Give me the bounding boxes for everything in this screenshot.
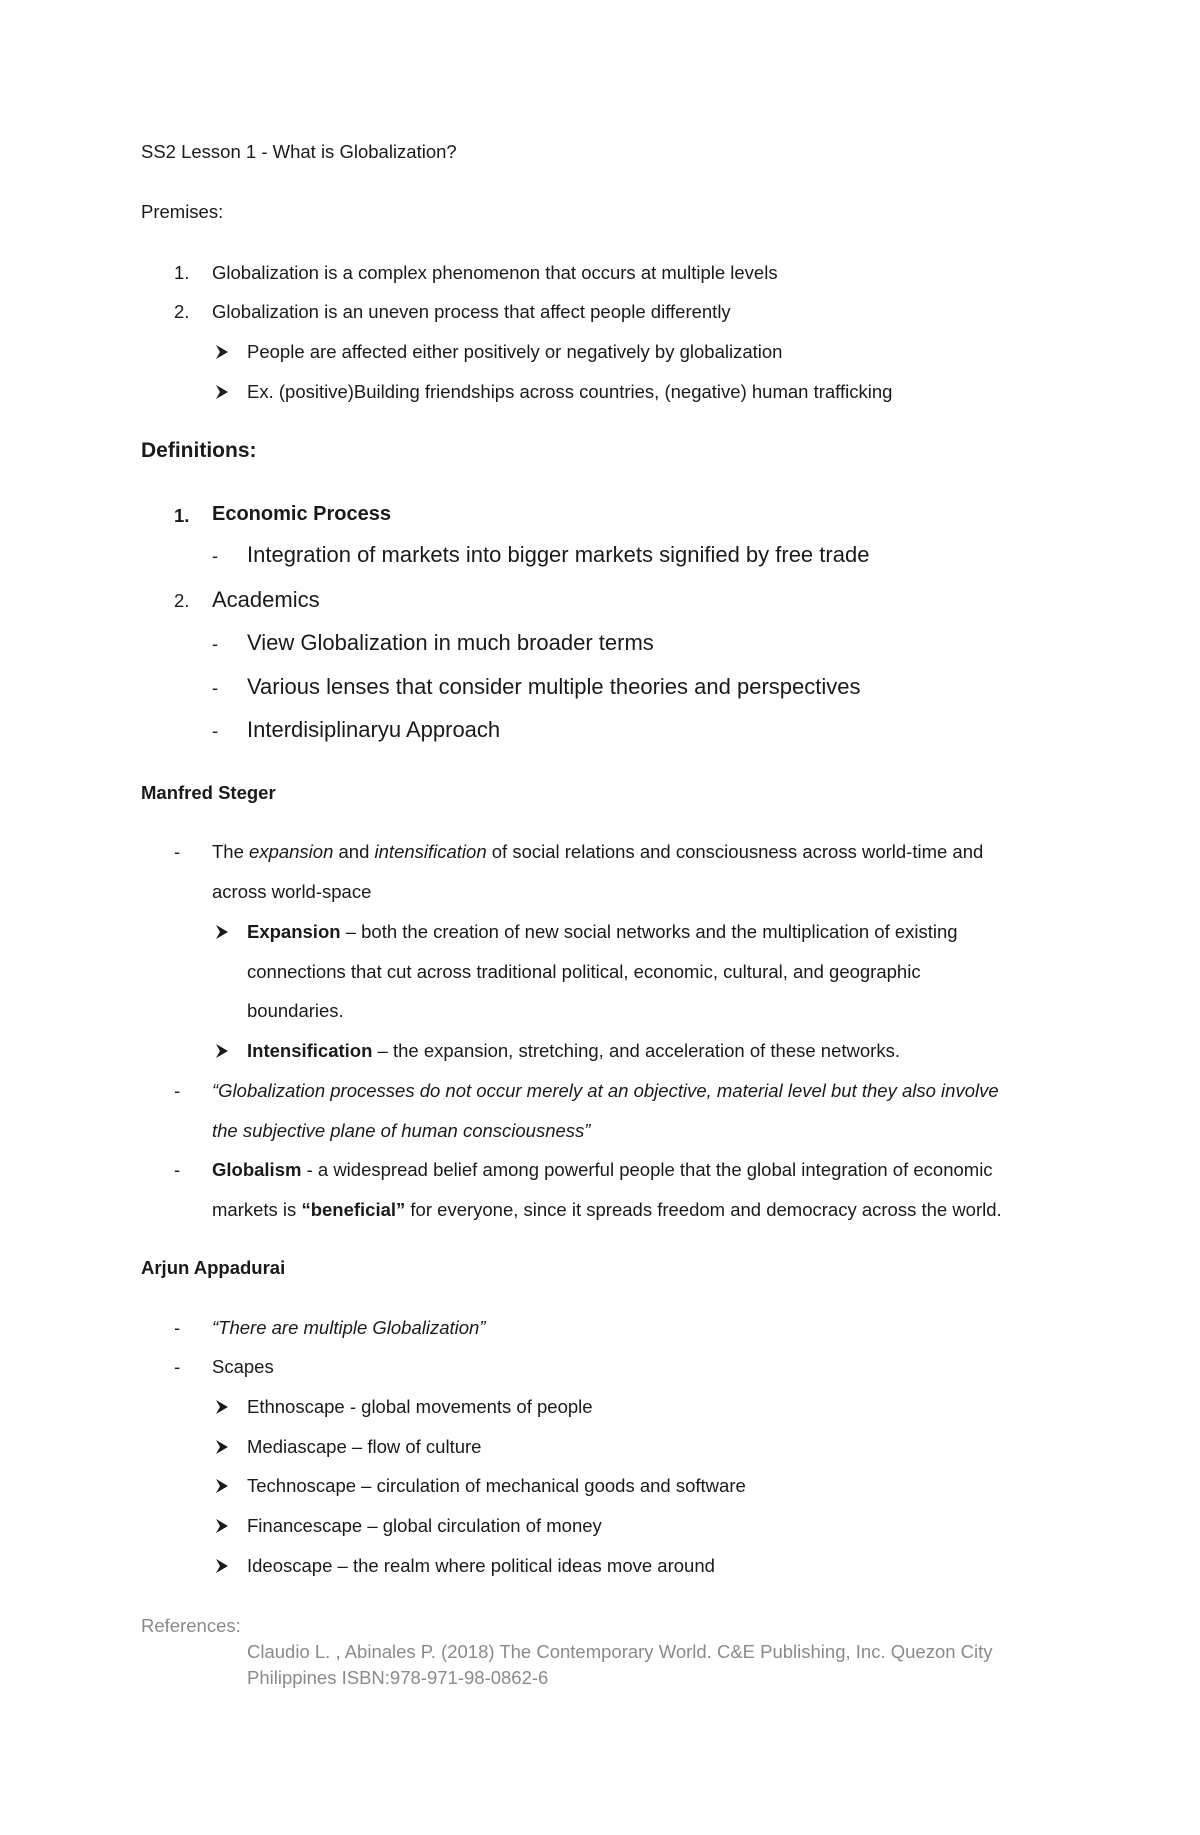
dash-marker: - (174, 1159, 181, 1180)
list-number: 2. (174, 590, 190, 611)
definition-item: Various lenses that consider multiple theories and perspectives (247, 674, 861, 699)
dash-marker: - (212, 545, 219, 566)
appadurai-quote: “There are multiple Globalization” (212, 1317, 486, 1338)
dash-marker: - (174, 1356, 181, 1377)
scape-item: Technoscape – circulation of mechanical goods and software (247, 1475, 746, 1496)
arrow-bullet-icon (214, 1554, 230, 1578)
arrow-bullet-icon (214, 1474, 230, 1498)
dash-marker: - (174, 1080, 181, 1101)
arrow-bullet-icon (214, 1395, 230, 1419)
definitions-heading: Definitions: (141, 439, 257, 462)
globalism-line2: markets is “beneficial” for everyone, since it spreads freedom and democracy across the world. (212, 1199, 1002, 1220)
list-number: 2. (174, 301, 190, 322)
definition-label: Academics (212, 587, 320, 612)
premise-item: Globalization is an uneven process that affect people differently (212, 301, 731, 322)
arrow-bullet-icon (214, 380, 230, 404)
dash-marker: - (212, 720, 219, 741)
scape-item: Financescape – global circulation of money (247, 1515, 602, 1536)
document-title: SS2 Lesson 1 - What is Globalization? (141, 141, 457, 162)
steger-heading: Manfred Steger (141, 782, 276, 803)
scapes-label: Scapes (212, 1356, 274, 1377)
references-label: References: (141, 1615, 241, 1636)
steger-definition-line1: The expansion and intensification of social relations and consciousness across world-time and (212, 841, 984, 862)
arrow-bullet-icon (214, 340, 230, 364)
definition-item: Interdisiplinaryu Approach (247, 717, 501, 742)
dash-marker: - (212, 677, 219, 698)
list-number: 1. (174, 262, 190, 283)
dash-marker: - (212, 633, 219, 654)
steger-quote-line1: “Globalization processes do not occur merely at an objective, material level but they also involve (212, 1080, 999, 1101)
premise-bullet: Ex. (positive)Building friendships across countries, (negative) human trafficking (247, 381, 893, 402)
arrow-bullet-icon (214, 1039, 230, 1063)
premise-item: Globalization is a complex phenomenon that occurs at multiple levels (212, 262, 778, 283)
globalism-line1: Globalism - a widespread belief among powerful people that the global integration of economic (212, 1159, 993, 1180)
definition-item: Integration of markets into bigger markets signified by free trade (247, 542, 870, 567)
dash-marker: - (174, 1317, 181, 1338)
premises-label: Premises: (141, 201, 224, 222)
arrow-bullet-icon (214, 920, 230, 944)
reference-line2: Philippines ISBN:978-971-98-0862-6 (247, 1667, 549, 1688)
steger-definition-line2: across world-space (212, 881, 372, 902)
expansion-line1: Expansion – both the creation of new social networks and the multiplication of existing (247, 921, 958, 942)
scape-item: Ethnoscape - global movements of people (247, 1396, 593, 1417)
scape-item: Mediascape – flow of culture (247, 1436, 482, 1457)
expansion-line2: connections that cut across traditional political, economic, cultural, and geographic (247, 961, 921, 982)
definition-label: Economic Process (212, 503, 391, 525)
dash-marker: - (174, 841, 181, 862)
premise-bullet: People are affected either positively or negatively by globalization (247, 341, 783, 362)
expansion-line3: boundaries. (247, 1000, 344, 1021)
arrow-bullet-icon (214, 1514, 230, 1538)
steger-quote-line2: the subjective plane of human consciousness” (212, 1120, 591, 1141)
arrow-bullet-icon (214, 1435, 230, 1459)
reference-line1: Claudio L. , Abinales P. (2018) The Contemporary World. C&E Publishing, Inc. Quezon City (247, 1641, 993, 1662)
appadurai-heading: Arjun Appadurai (141, 1257, 286, 1278)
definition-item: View Globalization in much broader terms (247, 630, 654, 655)
intensification-line: Intensification – the expansion, stretching, and acceleration of these networks. (247, 1040, 900, 1061)
scape-item: Ideoscape – the realm where political ideas move around (247, 1555, 715, 1576)
list-number: 1. (174, 505, 190, 526)
